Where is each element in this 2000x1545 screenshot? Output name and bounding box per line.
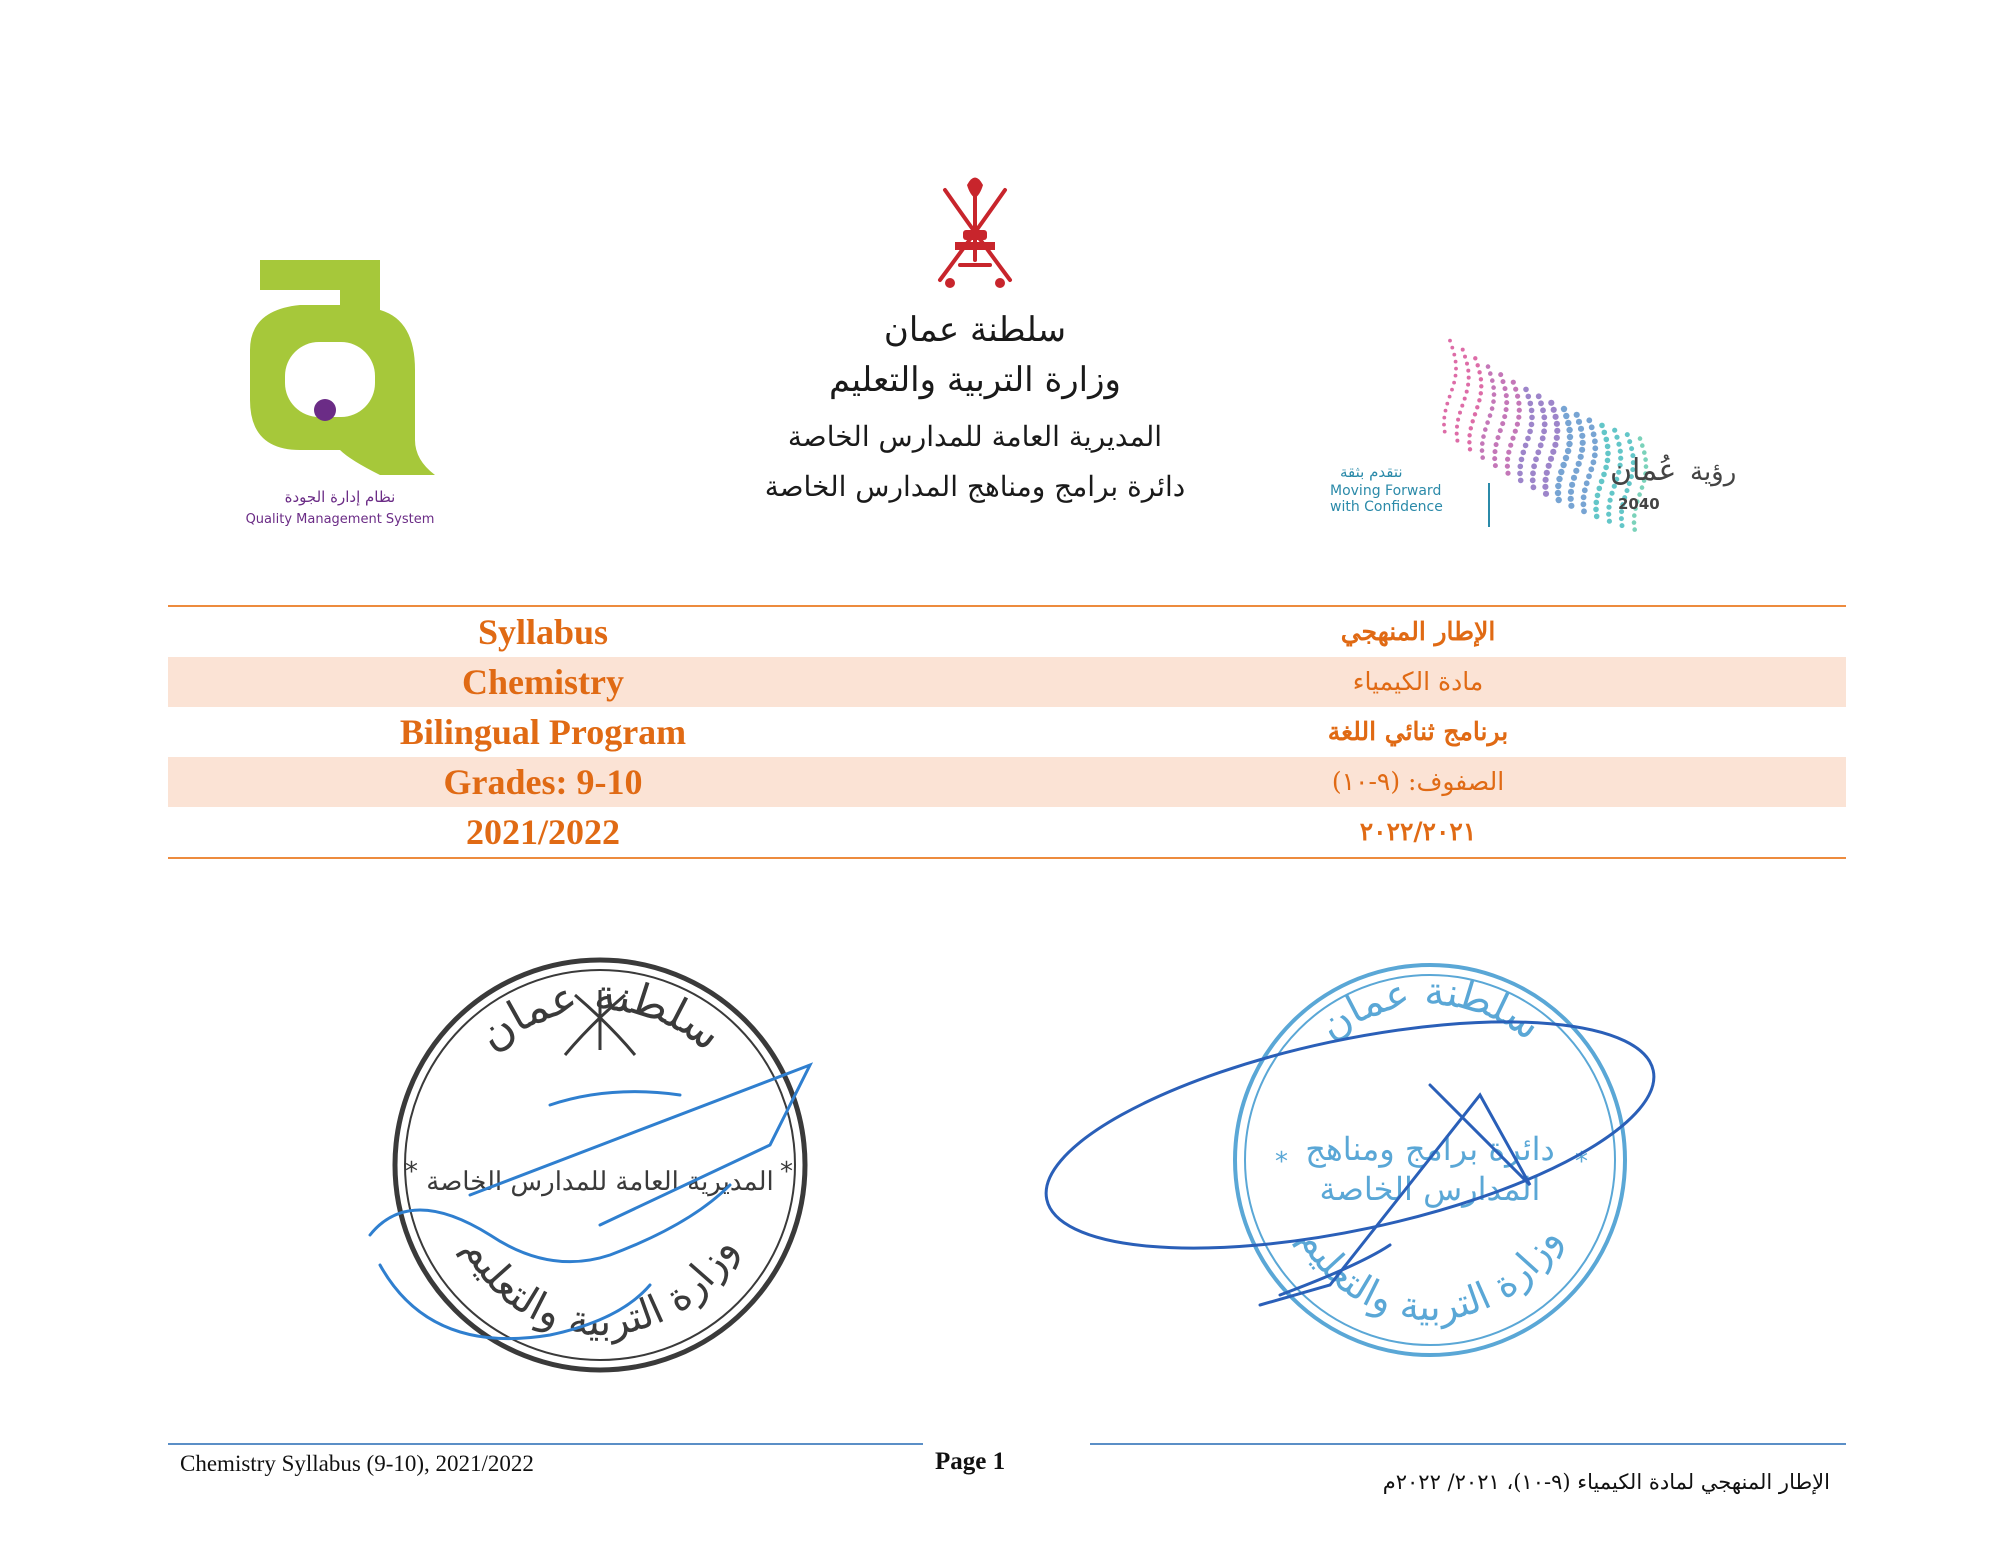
subject-ar: مادة الكيمياء — [1352, 667, 1484, 696]
title-row-grades — [168, 757, 1846, 807]
stamp-left-top-text: سلطنة عمان — [468, 969, 732, 1061]
vision-tagline-en-2: with Confidence — [1330, 499, 1443, 515]
grades-ar: الصفوف: (٩-١٠) — [1331, 767, 1505, 796]
svg-text:*: * — [1275, 1147, 1288, 1177]
svg-text:*: * — [1575, 1147, 1588, 1177]
svg-text:*: * — [405, 1157, 418, 1187]
vision-divider — [1488, 483, 1490, 527]
vision-year: 2040 — [1618, 495, 1660, 513]
svg-text:سلطنة عمان — [1310, 969, 1549, 1050]
vision-tagline-arabic: نتقدم بثقة — [1340, 463, 1403, 481]
footer-rule-left — [168, 1443, 923, 1445]
year-ar: ٢٠٢٢/٢٠٢١ — [1359, 817, 1477, 846]
stamp-left-bottom-text: وزارة التربية والتعليم — [454, 1229, 746, 1346]
stamp-left-seal-icon — [350, 935, 850, 1375]
ministry-line-1: سلطنة عمان — [883, 310, 1067, 350]
footer-right-text: الإطار المنهجي لمادة الكيمياء (٩-١٠)، ٢٠٢١/ ٢٠٢٢م — [1382, 1470, 1830, 1494]
subject-en: Chemistry — [462, 662, 624, 702]
vision-tagline-en-1: Moving Forward — [1330, 483, 1442, 499]
oman-emblem-icon — [925, 170, 1025, 300]
title-row-subject — [168, 657, 1846, 707]
stamp-right-bottom-text: وزارة التربية والتعليم — [1290, 1219, 1570, 1330]
ministry-line-3: المديرية العامة للمدارس الخاصة — [787, 420, 1163, 453]
stamp-right-middle-text-1: دائرة برامج ومناهج — [1305, 1130, 1555, 1168]
footer-left-text: Chemistry Syllabus (9-10), 2021/2022 — [180, 1451, 534, 1476]
title-row-year — [168, 807, 1846, 859]
vision-arabic-oman: عُمان — [1610, 453, 1677, 488]
footer-rule-right — [1090, 1443, 1846, 1445]
program-ar: برنامج ثنائي اللغة — [1327, 717, 1509, 746]
title-row-program — [168, 707, 1846, 757]
oman-vision-2040-logo — [1320, 335, 1770, 545]
stamp-left — [350, 935, 850, 1375]
stamp-left-middle-text: المديرية العامة للمدارس الخاصة — [426, 1167, 774, 1197]
ministry-line-4: دائرة برامج ومناهج المدارس الخاصة — [764, 470, 1186, 503]
year-en: 2021/2022 — [465, 812, 620, 852]
svg-text:وزارة التربية والتعليم — [454, 1229, 746, 1345]
title-en: Syllabus — [477, 612, 609, 652]
program-en: Bilingual Program — [399, 712, 687, 752]
stamp-right-top-text: سلطنة عمان — [1310, 968, 1550, 1050]
svg-text:*: * — [780, 1157, 793, 1187]
title-table — [168, 605, 1846, 859]
ministry-line-2: وزارة التربية والتعليم — [829, 360, 1121, 400]
page-number: Page 1 — [935, 1448, 1006, 1475]
vision-arabic-vision: رؤية — [1690, 457, 1737, 487]
title-row-syllabus — [168, 605, 1846, 657]
stamp-right-middle-text-2: المدارس الخاصة — [1319, 1170, 1541, 1208]
ministry-header — [740, 170, 1210, 550]
qms-english-name: Quality Management System — [245, 512, 435, 527]
grades-en: Grades: 9-10 — [443, 762, 643, 802]
stamp-right — [1030, 945, 1670, 1375]
quality-management-logo — [230, 250, 450, 540]
qms-arabic-name: نظام إدارة الجودة — [284, 488, 396, 506]
qms-q-icon — [230, 250, 450, 485]
title-ar: الإطار المنهجي — [1340, 617, 1496, 646]
stamp-right-seal-icon — [1030, 945, 1670, 1375]
